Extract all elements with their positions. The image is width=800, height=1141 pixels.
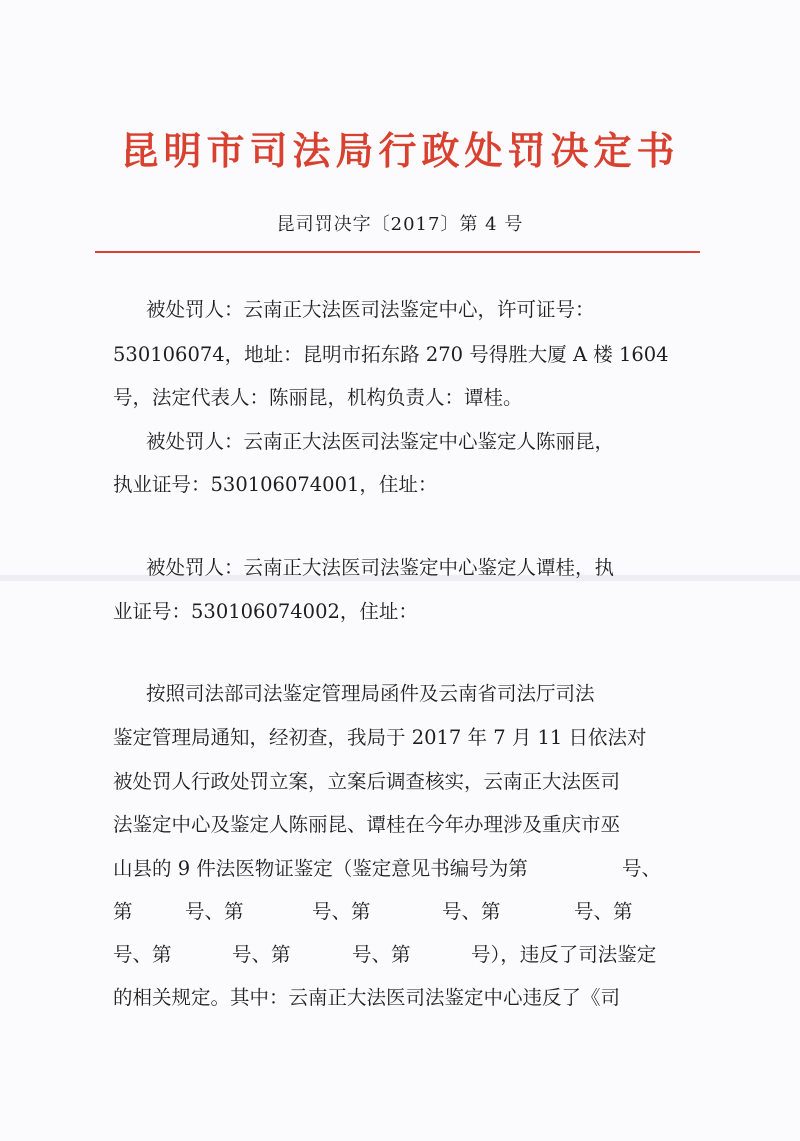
body-line: 法鉴定中心及鉴定人陈丽昆、谭桂在今年办理涉及重庆市巫	[113, 813, 621, 836]
body-line: 号，法定代表人：陈丽昆，机构负责人：谭桂。	[113, 386, 523, 409]
document-number: 昆司罚决字〔2017〕第 4 号	[276, 214, 524, 235]
body-line: 业证号：530106074002，住址：	[113, 600, 418, 623]
body-line-fragment: 第	[113, 900, 133, 923]
body-line: 执业证号：530106074001，住址：	[113, 473, 438, 496]
body-line-fragment: 号、第	[232, 943, 291, 966]
body-line: 的相关规定。其中：云南正大法医司法鉴定中心违反了《司	[113, 986, 621, 1009]
body-line: 山县的 9 件法医物证鉴定（鉴定意见书编号为第	[113, 857, 528, 880]
body-line-fragment: 号、第	[113, 943, 172, 966]
body-line-fragment: 号、第	[312, 900, 371, 923]
title-divider	[95, 251, 700, 253]
body-line: 被处罚人：云南正大法医司法鉴定中心鉴定人谭桂，执	[146, 556, 615, 579]
body-line-fragment: 号、第	[185, 900, 244, 923]
body-line-fragment: 号、第	[352, 943, 411, 966]
body-line-fragment: 号、第	[442, 900, 501, 923]
body-line-fragment: 号、	[622, 857, 662, 880]
body-line: 530106074，地址：昆明市拓东路 270 号得胜大厦 A 楼 1604	[113, 343, 669, 366]
body-line: 鉴定管理局通知，经初查，我局于 2017 年 7 月 11 日依法对	[113, 726, 647, 749]
body-line: 按照司法部司法鉴定管理局函件及云南省司法厅司法	[146, 682, 595, 705]
body-line-fragment: 号），违反了司法鉴定	[471, 943, 657, 966]
body-line: 被处罚人：云南正大法医司法鉴定中心，许可证号：	[146, 298, 595, 321]
body-line-fragment: 号、第	[574, 900, 633, 923]
body-line: 被处罚人：云南正大法医司法鉴定中心鉴定人陈丽昆，	[146, 430, 615, 453]
document-title: 昆明市司法局行政处罚决定书	[120, 128, 680, 173]
body-line: 被处罚人行政处罚立案，立案后调查核实，云南正大法医司	[113, 770, 621, 793]
